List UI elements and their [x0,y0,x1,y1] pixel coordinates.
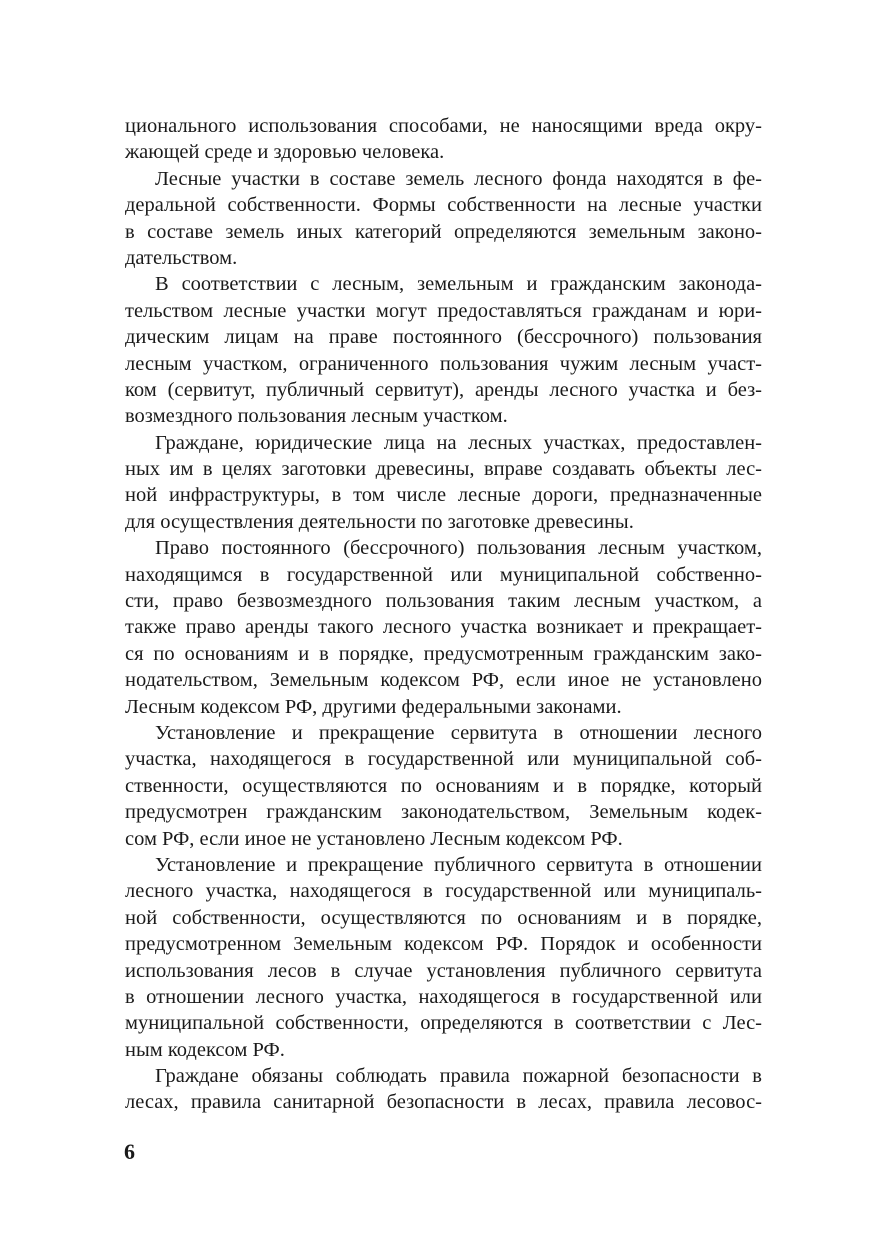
page-number: 6 [124,1139,135,1164]
text-line: жающей среде и здоровью человека. [125,141,445,164]
text-line: лесного участка, находящегося в государственной или муниципаль- [125,880,762,903]
text-line: ся по основаниям и в порядке, предусмотренным гражданским зако- [125,642,762,665]
text-line: сом РФ, если иное не установлено Лесным кодексом РФ. [125,827,623,850]
paragraph-first-line: Лесные участки в составе земель лесного фонда находятся в фе- [155,167,762,190]
text-line: дательством. [125,246,238,269]
text-line: ной инфраструктуры, в том числе лесные дороги, предназначенные [125,484,762,507]
text-line: ционального использования способами, не наносящими вреда окру- [125,115,762,137]
text-line: нодательством, Земельным кодексом РФ, если иное не установлено [125,669,762,692]
text-line: ной собственности, осуществляются по основаниям и в порядке, [125,906,762,929]
text-line: сти, право безвозмездного пользования таким лесным участком, а [125,590,762,613]
text-line: предусмотрен гражданским законодательством, Земельным кодек- [125,801,762,824]
text-line: муниципальной собственности, определяются в соответствии с Лес- [125,1012,762,1035]
paragraph-first-line: Граждане обязаны соблюдать правила пожарной безопасности в [155,1065,762,1088]
text-line: возмездного пользования лесным участком. [125,405,508,428]
text-line: ным кодексом РФ. [125,1038,285,1061]
paragraph-first-line: В соответствии с лесным, земельным и гражданским законода- [155,273,762,296]
text-line: в отношении лесного участка, находящегося в государственной или [125,985,762,1008]
text-line: Лесным кодексом РФ, другими федеральными законами. [125,695,622,718]
paragraph-first-line: Установление и прекращение публичного сервитута в отношении [155,853,762,876]
text-line: лесах, правила санитарной безопасности в лесах, правила лесовос- [125,1091,762,1114]
text-line: в составе земель иных категорий определяются земельным законо- [125,220,762,243]
paragraph-first-line: Установление и прекращение сервитута в отношении лесного [155,721,762,744]
body-text [125,113,762,1116]
text-line: использования лесов в случае установления публичного сервитута [125,959,762,982]
text-line: ком (сервитут, публичный сервитут), аренды лесного участка и без- [125,378,762,401]
text-line: лесным участком, ограниченного пользования чужим лесным участ- [125,352,762,375]
text-line: для осуществления деятельности по заготовке древесины. [125,510,634,533]
text-line: ных им в целях заготовки древесины, вправе создавать объекты лес- [125,458,762,481]
paragraph-first-line: Право постоянного (бессрочного) пользования лесным участком, [155,537,762,560]
text-line: предусмотренном Земельным кодексом РФ. Порядок и особенности [125,933,762,956]
paragraph-first-line: Граждане, юридические лица на лесных участках, предоставлен- [155,431,762,454]
text-line: ственности, осуществляются по основаниям и в порядке, который [125,774,762,797]
text-line: находящимся в государственной или муниципальной собственно- [125,563,762,586]
text-line: тельством лесные участки могут предоставляться гражданам и юри- [125,299,762,322]
text-line: дическим лицам на праве постоянного (бессрочного) пользования [125,326,762,349]
text-line: деральной собственности. Формы собственности на лесные участки [125,194,762,217]
text-line: участка, находящегося в государственной или муниципальной соб- [125,748,762,771]
text-line: также право аренды такого лесного участка возникает и прекращает- [125,616,762,639]
